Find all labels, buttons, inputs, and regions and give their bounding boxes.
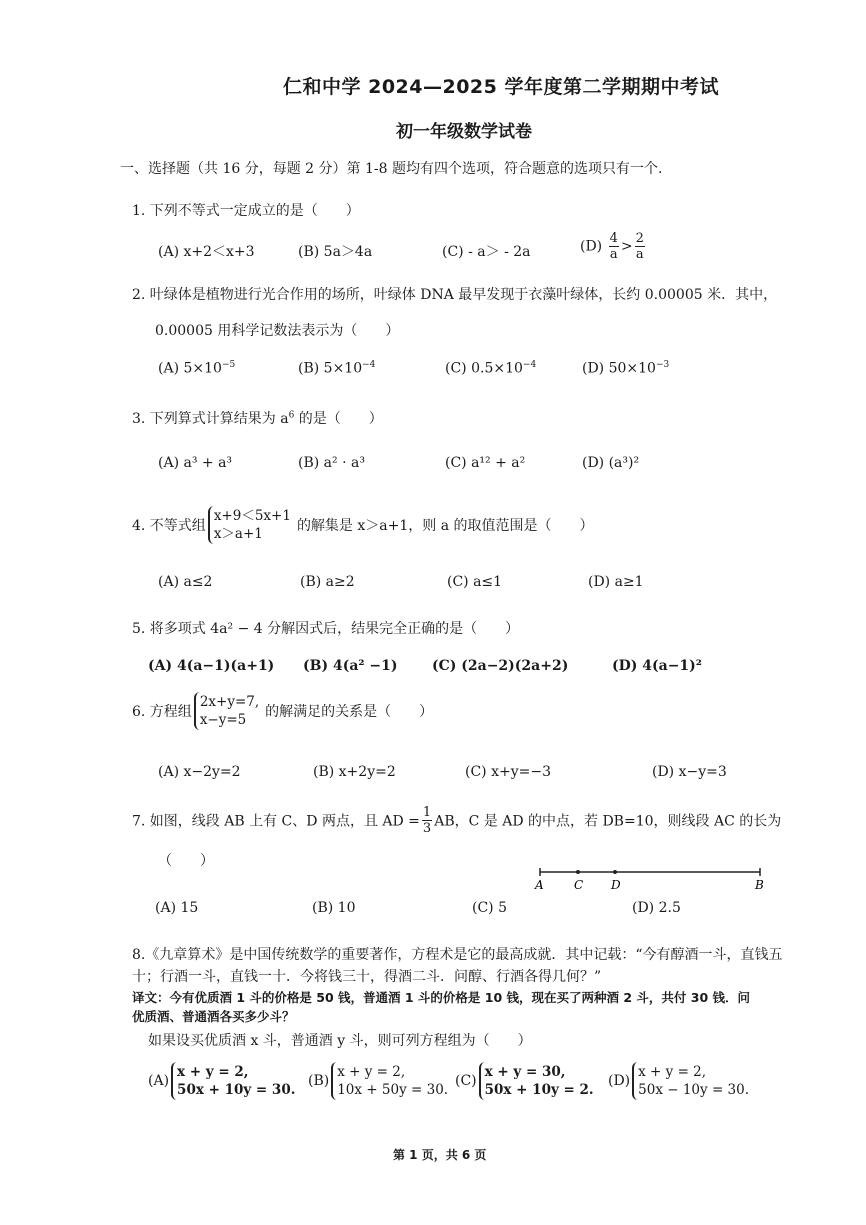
q2-option-c: (C) $0.5\times 10^{-4}$ (445, 360, 537, 377)
question-8-translation: 译文：今有优质酒 1 斗的价格是 50 钱，普通酒 1 斗的价格是 10 钱，现在买了两种酒 2 斗，共付 30 钱．问 (132, 990, 751, 1005)
q5-option-b: (B) 4(a² −1) (303, 658, 398, 674)
line-segment-figure (530, 862, 770, 894)
q1-option-b: (B) 5a＞4a (298, 244, 373, 260)
q4-option-c: (C) a≤1 (447, 574, 503, 590)
q3-option-b: (B) a² · a³ (298, 455, 365, 471)
q3-option-a: (A) a³ + a³ (158, 455, 233, 471)
question-8-stem: 8.《九章算术》是中国传统数学的重要著作，方程术是它的最高成就．其中记载：“今有醇酒一斗，直钱五 (132, 947, 783, 963)
q2-option-d: (D) $50\times 10^{-3}$ (582, 360, 670, 377)
q8-option-a: (A) x + y = 2, 50x + 10y = 30. (148, 1062, 301, 1100)
q1-option-c: (C) - a＞ - 2a (442, 244, 531, 260)
question-1-stem: 1. 下列不等式一定成立的是（ ） (132, 203, 360, 219)
q6-option-d: (D) x−y=3 (652, 764, 727, 780)
q2-option-a: (A) $5\times 10^{-5}$ (158, 360, 236, 377)
question-8-translation-2: 优质酒、普通酒各买多少斗？ (132, 1009, 295, 1024)
question-6-stem: 6. 方程组 2x+y=7, x−y=5 的解满足的关系是（ ） (132, 692, 433, 730)
q8-option-d: (D) x + y = 2, 50x − 10y = 30. (608, 1062, 755, 1100)
q3-option-c: (C) a¹² + a² (445, 455, 526, 471)
q6-option-b: (B) x+2y=2 (313, 764, 396, 780)
label-c: C (574, 878, 584, 892)
page-footer: 第 1 页，共 6 页 (393, 1148, 487, 1162)
q5-option-a: (A) 4(a−1)(a+1) (148, 658, 275, 674)
section-heading: 一、选择题（共 16 分，每题 2 分）第 1-8 题均有四个选项，符合题意的选项只有一个. (120, 161, 663, 177)
label-d: D (611, 878, 621, 892)
q4-option-d: (D) a≥1 (588, 574, 644, 590)
exam-title: 仁和中学 2024—2025 学年度第二学期期中考试 (283, 76, 719, 98)
q4-option-a: (A) a≤2 (158, 574, 213, 590)
q4-option-b: (B) a≥2 (300, 574, 355, 590)
q2-option-b: (B) $5\times 10^{-4}$ (298, 360, 376, 377)
question-7-stem: 7. 如图，线段 AB 上有 C、D 两点，且 AD = $\frac{1}{3}$ AB，C 是 AD 的中点，若 DB=10，则线段 AC 的长为 (132, 805, 782, 836)
point-d (613, 870, 617, 874)
q7-option-d: (D) 2.5 (632, 900, 681, 916)
q1-option-a: (A) x+2＜x+3 (158, 244, 255, 260)
q6-option-c: (C) x+y=−3 (465, 764, 551, 780)
q8-option-b: (B) x + y = 2, 10x + 50y = 30. (308, 1062, 454, 1100)
question-5-stem: 5. 将多项式 4a² − 4 分解因式后，结果完全正确的是（ ） (132, 621, 520, 637)
point-c (576, 870, 580, 874)
question-8-stem-3: 如果设买优质酒 x 斗，普通酒 y 斗，则可列方程组为（ ） (148, 1033, 532, 1049)
q7-option-b: (B) 10 (312, 900, 356, 916)
q5-option-c: (C) (2a−2)(2a+2) (432, 658, 569, 674)
q6-equation-system: 2x+y=7, x−y=5 (194, 692, 263, 730)
question-2-stem: 2. 叶绿体是植物进行光合作用的场所，叶绿体 DNA 最早发现于衣藻叶绿体，长约 0.00005 米．其中， (132, 287, 778, 303)
q4-inequality-system: x+9＜5x+1 x＞a+1 (208, 506, 295, 544)
question-7-paren: （ ） (158, 853, 214, 869)
question-8-stem-2: 十；行酒一斗，直钱一十．今将钱三十，得酒二斗．问醇、行酒各得几何？” (132, 969, 602, 985)
question-3-stem: 3. 下列算式计算结果为 $a^6$ 的是（ ） (132, 410, 383, 427)
q1-option-d: (D) $\frac{4}{a}$ > $\frac{2}{a}$ (580, 231, 644, 262)
q6-option-a: (A) x−2y=2 (158, 764, 241, 780)
q5-option-d: (D) 4(a−1)² (612, 658, 702, 674)
q8-option-c: (C) x + y = 30, 50x + 10y = 2. (455, 1062, 600, 1100)
question-4-stem: 4. 不等式组 x+9＜5x+1 x＞a+1 的解集是 x＞a+1，则 a 的取值范围是（ ） (132, 506, 594, 544)
q3-option-d: (D) (a³)² (582, 455, 640, 471)
q7-option-c: (C) 5 (472, 900, 507, 916)
question-2-stem-2: 0.00005 用科学记数法表示为（ ） (155, 323, 400, 339)
exam-subtitle: 初一年级数学试卷 (396, 122, 532, 142)
label-b: B (755, 878, 764, 892)
label-a: A (535, 878, 544, 892)
q7-option-a: (A) 15 (155, 900, 199, 916)
